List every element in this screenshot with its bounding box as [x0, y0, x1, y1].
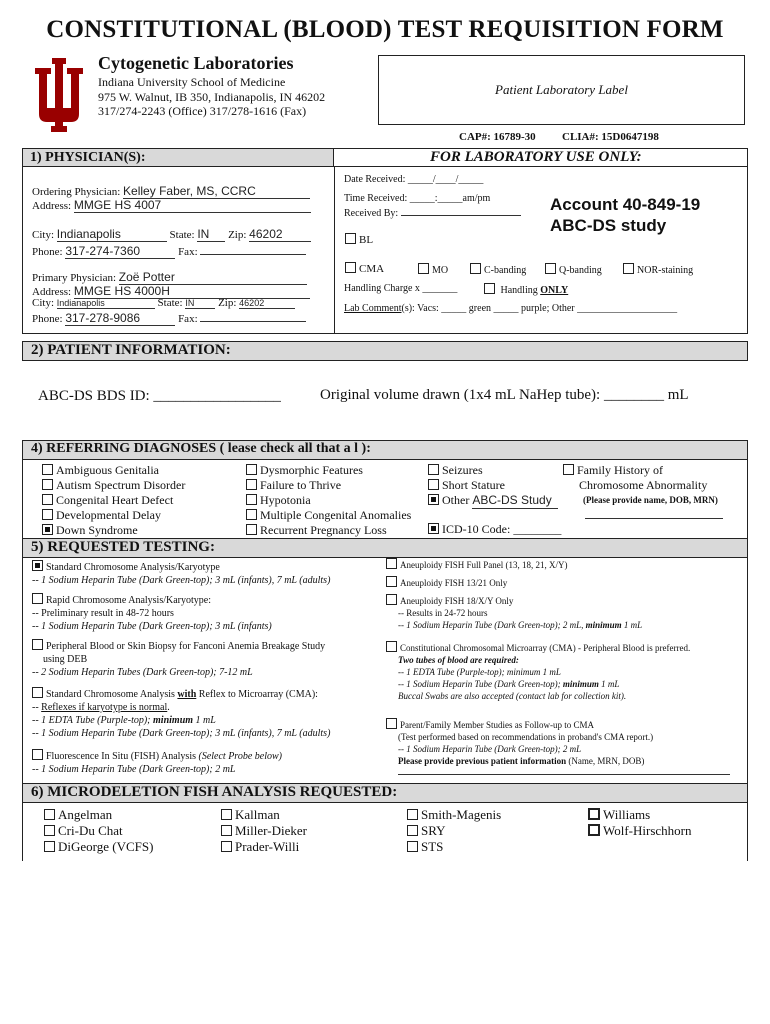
test-fish-18xy[interactable]	[386, 594, 742, 607]
md-checkbox[interactable]	[588, 824, 600, 836]
section1-divider	[334, 167, 335, 333]
dx-label: Short Stature	[442, 478, 505, 492]
dx-label: Other	[442, 493, 470, 507]
dx-down-syndrome[interactable]	[42, 523, 185, 538]
address-row	[32, 198, 311, 213]
dx-checkbox[interactable]	[428, 464, 439, 475]
primary-physician-label: Primary Physician:	[32, 272, 117, 284]
iu-trident-logo-icon	[28, 58, 90, 132]
dx-checkbox[interactable]	[246, 479, 257, 490]
dx-family-history[interactable]	[563, 463, 718, 508]
ordering-physician-label: Ordering Physician:	[32, 186, 121, 198]
previous-patient-info-line[interactable]	[398, 774, 730, 775]
diagnoses-col3	[428, 463, 558, 509]
mo-option[interactable]	[418, 263, 448, 276]
clia-number: CLIA#: 15D0647198	[562, 131, 659, 143]
primary-physician-field[interactable]: Zoë Potter	[119, 270, 307, 285]
test-label-post: Reflex to Microarray (CMA):	[196, 689, 318, 700]
bl-checkbox[interactable]	[345, 233, 356, 244]
dx-other[interactable]	[428, 493, 558, 509]
cbanding-label: C-banding	[484, 265, 527, 276]
md-sts[interactable]	[407, 839, 501, 855]
dx-checkbox[interactable]	[42, 479, 53, 490]
diagnoses-header-bar	[22, 440, 748, 460]
lab-comment-label: Lab Comment	[344, 303, 402, 314]
test-label: Aneuploidy FISH Full Panel (13, 18, 21, X/Y)	[400, 560, 568, 570]
dx-family-note: (Please provide name, DOB, MRN)	[583, 495, 718, 505]
dx-icd[interactable]	[428, 522, 561, 537]
phone2-label: Phone:	[32, 313, 63, 325]
qbanding-option[interactable]	[545, 263, 602, 276]
bds-id-field[interactable]: ABC-DS BDS ID: _________________	[38, 388, 281, 404]
test-std-karyotype[interactable]	[32, 560, 382, 574]
patient-label-text: Patient Laboratory Label	[495, 82, 628, 97]
state2-label: State:	[157, 297, 183, 309]
section4-right-border	[747, 460, 748, 538]
mo-label: MO	[432, 265, 449, 276]
handling-charge[interactable]: Handling Charge x _______	[344, 283, 458, 294]
dx-label: Congenital Heart Defect	[56, 493, 174, 507]
section1-right-border	[747, 167, 748, 333]
test-label: Standard Chromosome Analysis	[46, 689, 178, 700]
md-checkbox[interactable]	[44, 825, 55, 836]
test-note: (Test performed based on recommendations in proband's CMA report.)	[398, 732, 654, 742]
address-label: Address:	[32, 200, 72, 212]
test-fanconi[interactable]	[32, 639, 382, 653]
test-note-text: -- 1 EDTA Tube (Purple-top);	[32, 715, 154, 726]
cma-checkbox[interactable]	[345, 262, 356, 273]
testing-left-col	[32, 560, 382, 776]
handling-only-pre: Handling	[500, 285, 538, 296]
handling-only-label: ONLY	[540, 285, 569, 296]
state2-field[interactable]: IN	[185, 298, 215, 309]
md-label: SRY	[421, 823, 446, 838]
section6-left-border	[22, 803, 23, 861]
nor-option[interactable]	[623, 263, 693, 276]
microdeletion-col1	[44, 807, 153, 855]
test-note: -- Preliminary result in 48-72 hours	[32, 608, 174, 619]
test-checkbox[interactable]	[386, 594, 397, 605]
test-checkbox[interactable]	[386, 576, 397, 587]
test-note: -- 1 EDTA Tube (Purple-top); minimum 1 mL	[398, 667, 561, 677]
test-checkbox[interactable]	[32, 687, 43, 698]
dx-checkbox[interactable]	[42, 464, 53, 475]
dx-developmental-delay[interactable]	[42, 508, 185, 523]
dx-other-field[interactable]: ABC-DS Study	[472, 493, 558, 509]
cbanding-option[interactable]	[470, 263, 526, 276]
state-label: State:	[169, 229, 195, 241]
md-label: Angelman	[58, 807, 113, 822]
md-label: Wolf-Hirschhorn	[603, 823, 692, 838]
dx-label: Down Syndrome	[56, 523, 138, 537]
family-history-line[interactable]	[585, 518, 723, 519]
test-note-text: 1 mL	[621, 620, 643, 630]
test-checkbox[interactable]	[386, 558, 397, 569]
dx-checkbox[interactable]	[42, 494, 53, 505]
test-note: -- 1 Sodium Heparin Tube (Dark Green-top); 2 mL	[398, 744, 582, 754]
dx-label: Developmental Delay	[56, 508, 161, 522]
test-checkbox[interactable]	[386, 641, 397, 652]
md-kallman[interactable]	[221, 807, 307, 823]
dx-ambiguous-genitalia[interactable]	[42, 463, 185, 478]
dx-icd-label: ICD-10 Code: ________	[442, 522, 562, 536]
dx-label: Hypotonia	[260, 493, 311, 507]
fax-label: Fax:	[178, 246, 198, 258]
address2-field[interactable]: MMGE HS 4000H	[74, 284, 310, 299]
patient-label-box	[378, 55, 745, 125]
md-checkbox[interactable]	[221, 809, 232, 820]
test-note: -- Results in 24-72 hours	[398, 608, 488, 618]
md-williams[interactable]	[588, 807, 692, 823]
test-fish[interactable]	[32, 749, 382, 763]
test-note	[386, 678, 742, 690]
microdeletion-col4	[588, 807, 692, 839]
city-label: City:	[32, 229, 55, 241]
zip2-label: Zip:	[218, 297, 237, 309]
section5-right-border	[747, 558, 748, 783]
zip-label: Zip:	[228, 229, 247, 241]
md-digeorge[interactable]	[44, 839, 153, 855]
test-note-text: -- 1 Sodium Heparin Tube (Dark Green-top);	[398, 679, 563, 689]
bl-label: BL	[359, 234, 374, 246]
section5-left-border	[22, 558, 23, 783]
lab-use-header: FOR LABORATORY USE ONLY:	[430, 149, 642, 165]
city2-field[interactable]: Indianapolis	[57, 298, 155, 309]
section4-left-border	[22, 460, 23, 538]
md-label: Prader-Willi	[235, 839, 300, 854]
city2-row	[32, 297, 295, 309]
test-label-2: using DEB	[43, 654, 88, 665]
mo-checkbox[interactable]	[418, 263, 429, 274]
address-field[interactable]: MMGE HS 4007	[74, 198, 311, 213]
md-checkbox[interactable]	[407, 809, 418, 820]
md-cri-du-chat[interactable]	[44, 823, 153, 839]
fax2-label: Fax:	[178, 313, 198, 325]
test-note: Buccal Swabs are also accepted (contact lab for collection kit).	[398, 691, 627, 701]
dx-checkbox[interactable]	[428, 523, 439, 534]
cma-option[interactable]	[345, 262, 384, 275]
test-note	[386, 755, 742, 767]
dx-label-2: Chromosome Abnormality	[579, 478, 708, 492]
zip-field[interactable]: 46202	[249, 227, 311, 242]
test-note: -- 1 Sodium Heparin Tube (Dark Green-top); 3 mL (infants)	[32, 621, 272, 632]
dx-label: Autism Spectrum Disorder	[56, 478, 186, 492]
dx-label: Family History of	[577, 463, 663, 477]
test-label: Constitutional Chromosomal Microarray (CMA) - Peripheral Blood is preferred.	[400, 643, 691, 653]
test-checkbox[interactable]	[32, 639, 43, 650]
test-note-text: (Name, MRN, DOB)	[566, 756, 645, 766]
nor-label: NOR-staining	[637, 265, 694, 276]
test-note-underlined: Reflexes if karyotype is normal	[41, 702, 168, 713]
ordering-physician-field[interactable]: Kelley Faber, MS, CCRC	[123, 184, 310, 199]
nor-checkbox[interactable]	[623, 263, 634, 274]
test-checkbox[interactable]	[32, 560, 43, 571]
qbanding-label: Q-banding	[559, 265, 602, 276]
md-prader-willi[interactable]	[221, 839, 307, 855]
test-note-bold: minimum	[153, 715, 194, 726]
test-label: Standard Chromosome Analysis/Karyotype	[46, 562, 220, 573]
microdeletion-col2	[221, 807, 307, 855]
ordering-physician-row	[32, 184, 310, 199]
test-note-text: -- 1 Sodium Heparin Tube (Dark Green-top); 2 mL,	[398, 620, 586, 630]
test-label: Aneuploidy FISH 18/X/Y Only	[400, 596, 514, 606]
phone-field[interactable]: 317-274-7360	[65, 244, 175, 259]
dx-checkbox[interactable]	[246, 494, 257, 505]
test-note-suffix: .	[167, 702, 170, 713]
dx-hypotonia[interactable]	[246, 493, 411, 508]
md-miller-dieker[interactable]	[221, 823, 307, 839]
dx-label: Multiple Congenital Anomalies	[260, 508, 412, 522]
phone-row	[32, 244, 306, 259]
diagnoses-header: 4) REFERRING DIAGNOSES ( lease check all that a l ):	[31, 441, 371, 456]
test-fish-1321[interactable]	[386, 576, 742, 589]
test-rapid-karyotype[interactable]	[32, 593, 382, 607]
test-note-prefix: --	[32, 702, 42, 713]
md-label: Miller-Dieker	[235, 823, 307, 838]
study-name: ABC-DS study	[550, 216, 667, 235]
lab-school: Indiana University School of Medicine	[98, 75, 286, 89]
lab-address: 975 W. Walnut, IB 350, Indianapolis, IN 46202	[98, 90, 326, 104]
primary-physician-row	[32, 270, 307, 285]
cma-label: CMA	[359, 263, 385, 275]
received-by-row	[344, 208, 521, 219]
address2-label: Address:	[32, 286, 72, 298]
cap-number: CAP#: 16789-30	[459, 131, 536, 143]
test-note-bold: minimum	[562, 679, 599, 689]
phone-label: Phone:	[32, 246, 63, 258]
city-row	[32, 227, 311, 242]
handling-only-checkbox[interactable]	[484, 283, 495, 294]
handling-only-option[interactable]	[484, 283, 568, 296]
state-field[interactable]: IN	[197, 227, 225, 242]
dx-seizures[interactable]	[428, 463, 558, 478]
md-checkbox[interactable]	[44, 841, 55, 852]
md-checkbox[interactable]	[44, 809, 55, 820]
patient-info-header: 2) PATIENT INFORMATION:	[31, 342, 231, 358]
md-checkbox[interactable]	[221, 825, 232, 836]
test-note-text: 1 mL	[193, 715, 216, 726]
test-note: -- 1 Sodium Heparin Tube (Dark Green-top); 3 mL (infants), 7 mL (adults)	[32, 575, 331, 586]
test-fish-full-panel[interactable]	[386, 558, 742, 571]
test-note: -- 1 Sodium Heparin Tube (Dark Green-top); 3 mL (infants), 7 mL (adults)	[32, 728, 331, 739]
requested-testing-header-bar	[22, 538, 748, 558]
testing-right-col	[386, 558, 742, 767]
test-label: Fluorescence In Situ (FISH) Analysis	[46, 751, 199, 762]
test-checkbox[interactable]	[32, 749, 43, 760]
requested-testing-header: 5) REQUESTED TESTING:	[31, 539, 215, 555]
phone2-row	[32, 311, 306, 326]
section6-right-border	[747, 803, 748, 861]
dx-label: Recurrent Pregnancy Loss	[260, 523, 387, 537]
test-note-text: 1 mL	[598, 679, 620, 689]
test-checkbox[interactable]	[386, 718, 397, 729]
fax2-field[interactable]	[200, 321, 306, 322]
md-smith-magenis[interactable]	[407, 807, 501, 823]
dx-checkbox[interactable]	[246, 524, 257, 535]
test-note	[32, 701, 382, 714]
patient-info-header-bar	[22, 341, 748, 361]
diagnoses-col1	[42, 463, 185, 538]
received-by-label: Received By:	[344, 208, 399, 219]
test-parent-studies[interactable]	[386, 718, 742, 731]
test-label-it: (Select Probe below)	[198, 751, 282, 762]
md-checkbox[interactable]	[221, 841, 232, 852]
form-title: CONSTITUTIONAL (BLOOD) TEST REQUISITION FORM	[46, 16, 724, 43]
account-number: Account 40-849-19	[550, 195, 701, 214]
test-note	[386, 619, 742, 631]
microdeletion-col3	[407, 807, 501, 855]
test-note: Two tubes of blood are required:	[398, 655, 519, 665]
test-checkbox[interactable]	[32, 593, 43, 604]
test-note-bold: Please provide previous patient information	[398, 756, 567, 766]
test-note-bold: minimum	[585, 620, 622, 630]
dx-short-stature[interactable]	[428, 478, 558, 493]
md-checkbox[interactable]	[588, 808, 600, 820]
lab-comment-fields: (s): Vacs: _____ green _____ purple; Other ____________________	[401, 303, 678, 314]
received-by-field[interactable]	[401, 215, 521, 216]
zip2-field[interactable]: 46202	[239, 298, 295, 309]
test-label: Parent/Family Member Studies as Follow-up to CMA	[400, 720, 594, 730]
dx-dysmorphic[interactable]	[246, 463, 411, 478]
dx-recurrent-loss[interactable]	[246, 523, 411, 538]
diagnoses-col2	[246, 463, 411, 538]
md-checkbox[interactable]	[407, 841, 418, 852]
volume-field[interactable]: Original volume drawn (1x4 mL NaHep tube): ________ mL	[320, 387, 689, 403]
test-reflex-cma[interactable]	[32, 687, 382, 701]
md-label: Williams	[603, 807, 651, 822]
md-label: Kallman	[235, 807, 280, 822]
lab-name: Cytogenetic Laboratories	[98, 53, 294, 73]
test-cma[interactable]	[386, 641, 742, 654]
dx-label: Dysmorphic Features	[260, 463, 363, 477]
md-checkbox[interactable]	[407, 825, 418, 836]
dx-checkbox[interactable]	[428, 479, 439, 490]
dx-label: Seizures	[442, 463, 483, 477]
dx-multiple-anomalies[interactable]	[246, 508, 411, 523]
dx-checkbox[interactable]	[428, 494, 439, 505]
section1-left-border	[22, 167, 23, 333]
md-label: STS	[421, 839, 444, 854]
microdeletion-header-bar	[22, 783, 748, 803]
lab-phone: 317/274-2243 (Office) 317/278-1616 (Fax)	[98, 104, 307, 118]
lab-comment-row[interactable]	[344, 303, 677, 314]
microdeletion-header: 6) MICRODELETION FISH ANALYSIS REQUESTED:	[31, 784, 398, 800]
md-label: Cri-Du Chat	[58, 823, 123, 838]
md-wolf-hirschhorn[interactable]	[588, 823, 692, 839]
date-received[interactable]: Date Received: _____/____/_____	[344, 174, 484, 185]
dx-checkbox[interactable]	[246, 509, 257, 520]
md-label: DiGeorge (VCFS)	[58, 839, 154, 854]
test-label: Aneuploidy FISH 13/21 Only	[400, 578, 508, 588]
test-note: -- 2 Sodium Heparin Tubes (Dark Green-top); 7-12 mL	[32, 667, 253, 678]
test-label: Rapid Chromosome Analysis/Karyotype:	[46, 595, 211, 606]
section1-bottom-border	[22, 333, 748, 334]
qbanding-checkbox[interactable]	[545, 263, 556, 274]
test-label: Peripheral Blood or Skin Biopsy for Fanconi Anemia Breakage Study	[46, 641, 326, 652]
test-note: -- 1 Sodium Heparin Tube (Dark Green-top); 2 mL	[32, 764, 236, 775]
dx-congenital-heart[interactable]	[42, 493, 185, 508]
dx-checkbox[interactable]	[246, 464, 257, 475]
phone2-field[interactable]: 317-278-9086	[65, 311, 175, 326]
city2-label: City:	[32, 297, 55, 309]
bl-option[interactable]	[345, 233, 373, 246]
dx-label: Ambiguous Genitalia	[56, 463, 159, 477]
test-note	[32, 714, 382, 727]
fax-field[interactable]	[200, 254, 306, 255]
md-label: Smith-Magenis	[421, 807, 502, 822]
cbanding-checkbox[interactable]	[470, 263, 481, 274]
dx-checkbox[interactable]	[42, 509, 53, 520]
physician-header: 1) PHYSICIAN(S):	[30, 150, 146, 165]
md-sry[interactable]	[407, 823, 501, 839]
city-field[interactable]: Indianapolis	[57, 227, 167, 242]
dx-label: Failure to Thrive	[260, 478, 342, 492]
dx-checkbox[interactable]	[563, 464, 574, 475]
dx-checkbox[interactable]	[42, 524, 53, 535]
test-label-with: with	[177, 689, 197, 700]
md-angelman[interactable]	[44, 807, 153, 823]
time-received[interactable]: Time Received: _____:_____am/pm	[344, 193, 491, 204]
dx-autism[interactable]	[42, 478, 185, 493]
dx-failure-to-thrive[interactable]	[246, 478, 411, 493]
